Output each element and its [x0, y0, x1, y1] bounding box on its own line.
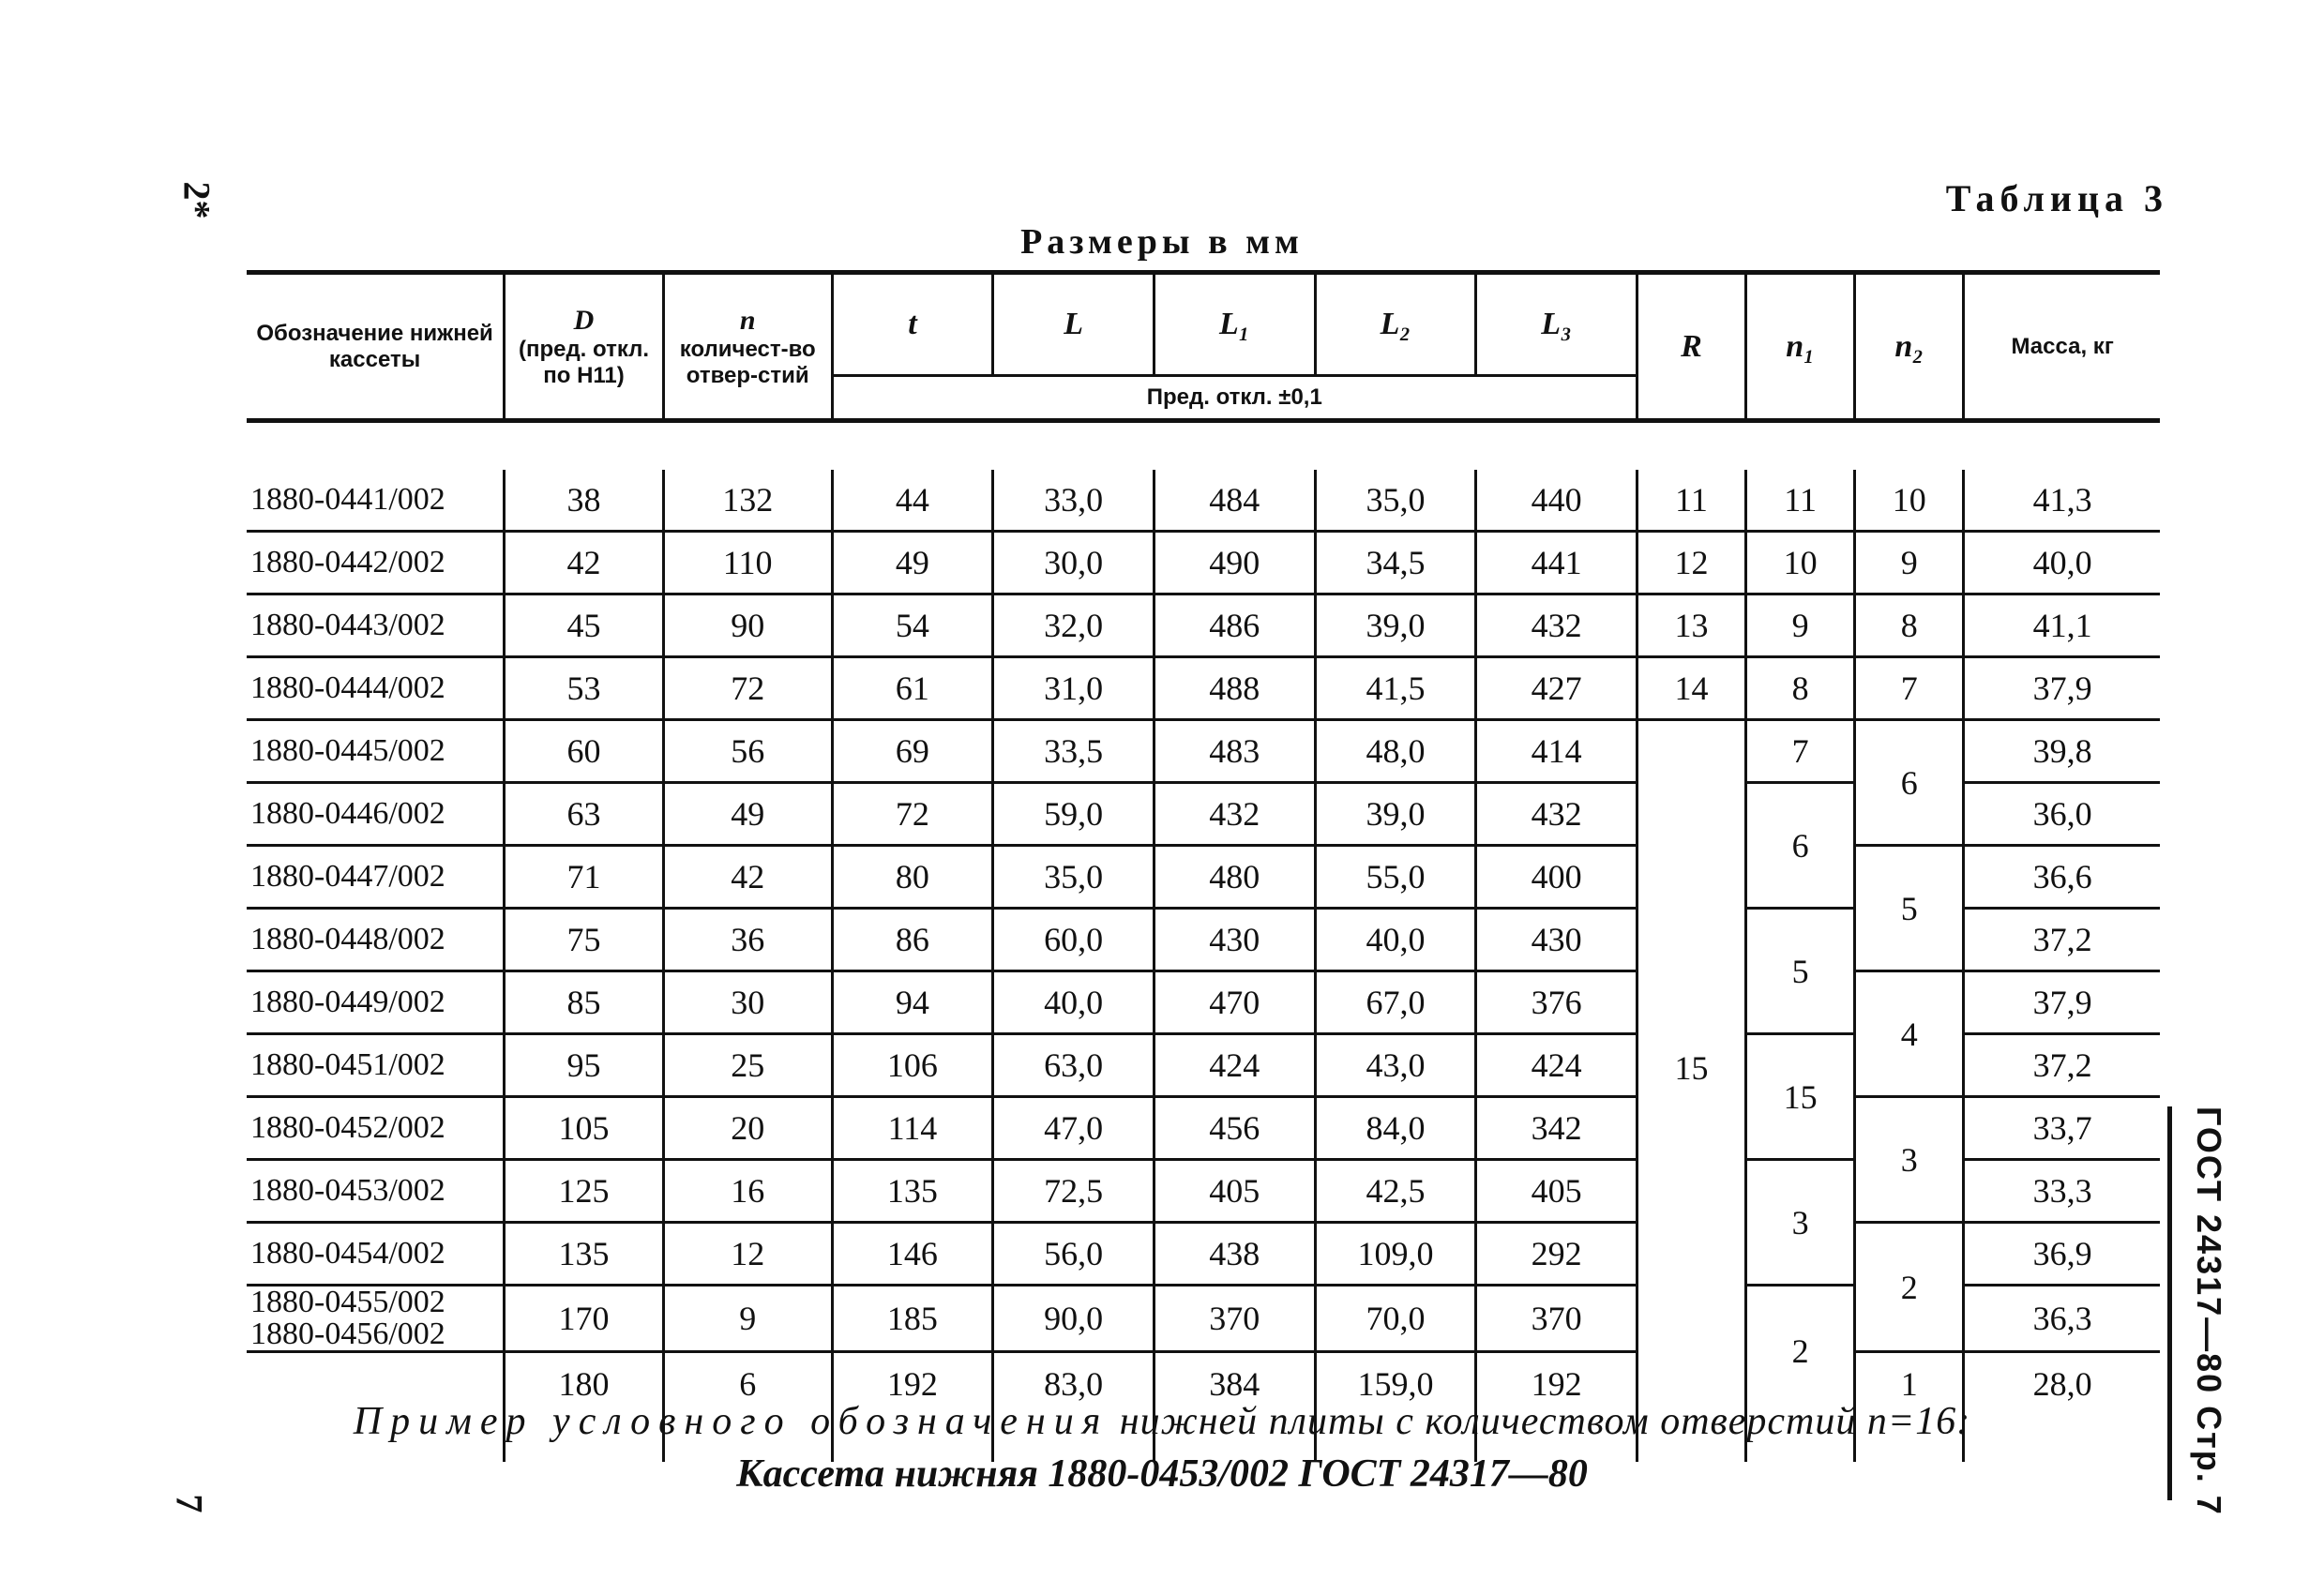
cell-L3: 376: [1476, 971, 1637, 1034]
page-margin-mark-top: 2*: [175, 181, 219, 219]
cell-R-merged: 15: [1637, 720, 1745, 1416]
cell-n1: 9: [1746, 594, 1855, 657]
cell-R: 14: [1637, 657, 1745, 720]
cell-n1-merged: 2: [1746, 1286, 1855, 1416]
cell-L2: 34,5: [1315, 532, 1476, 594]
header-L3: L₃: [1476, 273, 1637, 376]
cell-n2-merged: 3: [1855, 1097, 1964, 1223]
cell-D: 135: [505, 1223, 664, 1286]
cell-t: 69: [832, 720, 993, 783]
header-L1: L₁: [1154, 273, 1315, 376]
cell-D: 45: [505, 594, 664, 657]
table-row: [247, 532, 2160, 594]
cell-t: 192: [832, 1352, 993, 1416]
cell-n: 132: [663, 470, 832, 532]
cell-L1: 484: [1154, 470, 1315, 532]
cell-designation: [247, 1286, 505, 1352]
cell-L1: 438: [1154, 1223, 1315, 1286]
cell-designation: 1880-0446/002: [247, 783, 505, 846]
table-row: [247, 971, 2160, 1034]
cell-L: 30,0: [993, 532, 1154, 594]
cell-n2: 9: [1855, 532, 1964, 594]
cell-L3: 400: [1476, 846, 1637, 909]
cell-L1: 480: [1154, 846, 1315, 909]
cell-L: 33,0: [993, 470, 1154, 532]
cell-n1-merged: 6: [1746, 783, 1855, 909]
cell-R: 12: [1637, 532, 1745, 594]
cell-L3: 432: [1476, 594, 1637, 657]
cell-L1: 430: [1154, 909, 1315, 971]
cell-n: 36: [663, 909, 832, 971]
cell-L: 83,0: [993, 1352, 1154, 1416]
header-L: L: [993, 273, 1154, 376]
cell-L3: 427: [1476, 657, 1637, 720]
cell-L: 32,0: [993, 594, 1154, 657]
cell-L1: 370: [1154, 1286, 1315, 1352]
cell-mass: 37,9: [1964, 657, 2160, 720]
cell-L1: 490: [1154, 532, 1315, 594]
header-hole-count-symbol: n: [739, 304, 756, 336]
cell-L: 33,5: [993, 720, 1154, 783]
cell-n: 12: [663, 1223, 832, 1286]
cell-L3: 405: [1476, 1160, 1637, 1223]
header-diameter-symbol: D: [573, 304, 595, 336]
cell-t: 135: [832, 1160, 993, 1223]
cell-L3: 441: [1476, 532, 1637, 594]
cell-n: 56: [663, 720, 832, 783]
cell-L1: 488: [1154, 657, 1315, 720]
header-hole-count: [663, 273, 832, 421]
cell-designation: 1880-0441/002: [247, 470, 505, 532]
cell-n1: 8: [1746, 657, 1855, 720]
cell-n: 72: [663, 657, 832, 720]
cell-t: 114: [832, 1097, 993, 1160]
cell-L3: 342: [1476, 1097, 1637, 1160]
cell-t: 49: [832, 532, 993, 594]
cell-n: 110: [663, 532, 832, 594]
cell-L: 90,0: [993, 1286, 1154, 1352]
cell-n1: 11: [1746, 470, 1855, 532]
units-caption: Размеры в мм: [1020, 222, 1304, 262]
header-mass: Масса, кг: [1964, 273, 2160, 421]
cell-n: 9: [663, 1286, 832, 1352]
cell-R: 13: [1637, 594, 1745, 657]
cell-L2: 70,0: [1315, 1286, 1476, 1352]
header-t: t: [832, 273, 993, 376]
cell-designation: 1880-0445/002: [247, 720, 505, 783]
cell-L2: 55,0: [1315, 846, 1476, 909]
header-R: R: [1637, 273, 1745, 421]
cell-t: 185: [832, 1286, 993, 1352]
header-designation: Обозначение нижней кассеты: [247, 273, 505, 421]
table-row: [247, 720, 2160, 783]
cell-R: 11: [1637, 470, 1745, 532]
cell-L3: 192: [1476, 1352, 1637, 1416]
cell-designation: 1880-0444/002: [247, 657, 505, 720]
cell-L2: 35,0: [1315, 470, 1476, 532]
cell-designation: 1880-0453/002: [247, 1160, 505, 1223]
cell-L3: 292: [1476, 1223, 1637, 1286]
cell-designation-a: 1880-0455/002: [250, 1285, 445, 1319]
cell-t: 146: [832, 1223, 993, 1286]
cell-designation: 1880-0447/002: [247, 846, 505, 909]
cell-n2: 10: [1855, 470, 1964, 532]
cell-L3: 440: [1476, 470, 1637, 532]
cell-n2: 1: [1855, 1352, 1964, 1416]
cell-mass: 41,3: [1964, 470, 2160, 532]
cell-n: 6: [663, 1352, 832, 1416]
cell-D: 125: [505, 1160, 664, 1223]
cell-L2: 109,0: [1315, 1223, 1476, 1286]
cell-n: 42: [663, 846, 832, 909]
cell-mass: 37,2: [1964, 1034, 2160, 1097]
cell-L: 40,0: [993, 971, 1154, 1034]
cell-n: 49: [663, 783, 832, 846]
cell-t: 72: [832, 783, 993, 846]
cell-L1: 486: [1154, 594, 1315, 657]
cell-mass: 37,9: [1964, 971, 2160, 1034]
cell-L3: 414: [1476, 720, 1637, 783]
cell-mass: 36,6: [1964, 846, 2160, 909]
table-row: [247, 1223, 2160, 1286]
cell-n2-merged: 4: [1855, 971, 1964, 1097]
cell-n1-merged: 15: [1746, 1034, 1855, 1160]
cell-L2: 39,0: [1315, 594, 1476, 657]
cell-L1: 432: [1154, 783, 1315, 846]
cell-t: 94: [832, 971, 993, 1034]
cell-D: 170: [505, 1286, 664, 1352]
cell-n1-merged: 5: [1746, 909, 1855, 1034]
header-n2: n₂: [1855, 273, 1964, 421]
cell-n: 90: [663, 594, 832, 657]
cell-n: 25: [663, 1034, 832, 1097]
cell-t: 86: [832, 909, 993, 971]
cell-designation: 1880-0448/002: [247, 909, 505, 971]
cell-L2: 43,0: [1315, 1034, 1476, 1097]
header-hole-count-desc: количест-во отвер-стий: [679, 337, 816, 388]
cell-designation: 1880-0452/002: [247, 1097, 505, 1160]
cell-t: 80: [832, 846, 993, 909]
cell-mass: 36,0: [1964, 783, 2160, 846]
cell-L: 63,0: [993, 1034, 1154, 1097]
cell-D: 180: [505, 1352, 664, 1416]
cell-L3: 430: [1476, 909, 1637, 971]
cell-t: 106: [832, 1034, 993, 1097]
cell-D: 71: [505, 846, 664, 909]
cell-D: 60: [505, 720, 664, 783]
cell-n1: 7: [1746, 720, 1855, 783]
cell-D: 105: [505, 1097, 664, 1160]
cell-n2: 8: [1855, 594, 1964, 657]
cell-L1: 483: [1154, 720, 1315, 783]
cell-n2-merged: 2: [1855, 1223, 1964, 1352]
header-diameter: [505, 273, 664, 421]
table-row: [247, 1097, 2160, 1160]
cell-mass: 41,1: [1964, 594, 2160, 657]
cell-n2-merged: 6: [1855, 720, 1964, 846]
cell-L2: 159,0: [1315, 1352, 1476, 1416]
table-label: Таблица 3: [1945, 177, 2168, 219]
cell-L: 47,0: [993, 1097, 1154, 1160]
table-row: [247, 470, 2160, 532]
cell-L2: 67,0: [1315, 971, 1476, 1034]
cell-designation: 1880-0454/002: [247, 1223, 505, 1286]
cell-mass: 40,0: [1964, 532, 2160, 594]
cell-L1: 384: [1154, 1352, 1315, 1416]
cassette-dimensions-table: [247, 270, 2160, 1462]
cell-designation: 1880-0449/002: [247, 971, 505, 1034]
cell-designation: 1880-0451/002: [247, 1034, 505, 1097]
cell-L2: 42,5: [1315, 1160, 1476, 1223]
cell-mass: 33,7: [1964, 1097, 2160, 1160]
cell-n1: 10: [1746, 532, 1855, 594]
cell-mass: 28,0: [1964, 1352, 2160, 1416]
header-L2: L₂: [1315, 273, 1476, 376]
table-row: [247, 657, 2160, 720]
cell-t: 44: [832, 470, 993, 532]
cell-mass: 37,2: [1964, 909, 2160, 971]
cell-L: 56,0: [993, 1223, 1154, 1286]
side-standard-label: ГОСТ 24317—80 Стр. 7: [2167, 1106, 2228, 1500]
cell-L: 31,0: [993, 657, 1154, 720]
cell-L2: 39,0: [1315, 783, 1476, 846]
cell-L2: 41,5: [1315, 657, 1476, 720]
cell-mass: 33,3: [1964, 1160, 2160, 1223]
cell-D: 75: [505, 909, 664, 971]
example-lead: Пример условного обозначения: [353, 1400, 1109, 1443]
cell-n: 30: [663, 971, 832, 1034]
page-margin-mark-bottom: 7: [168, 1494, 211, 1513]
cell-L: 59,0: [993, 783, 1154, 846]
header-n1: n₁: [1746, 273, 1855, 421]
header-tolerance: Пред. откл. ±0,1: [832, 376, 1637, 421]
cell-t: 61: [832, 657, 993, 720]
cell-n: 20: [663, 1097, 832, 1160]
table-row: [247, 846, 2160, 909]
cell-D: 95: [505, 1034, 664, 1097]
cell-designation-b: 1880-0456/002: [250, 1317, 445, 1351]
cell-L2: 48,0: [1315, 720, 1476, 783]
cell-n: 16: [663, 1160, 832, 1223]
cell-designation: 1880-0443/002: [247, 594, 505, 657]
cell-D: 85: [505, 971, 664, 1034]
cell-D: 38: [505, 470, 664, 532]
cell-L1: 424: [1154, 1034, 1315, 1097]
cell-n2-merged: 5: [1855, 846, 1964, 971]
cell-mass: 39,8: [1964, 720, 2160, 783]
example-line-1: [0, 1399, 2324, 1444]
cell-L: 35,0: [993, 846, 1154, 909]
cell-L1: 405: [1154, 1160, 1315, 1223]
cell-D: 63: [505, 783, 664, 846]
cell-n1-merged: 3: [1746, 1160, 1855, 1286]
cell-L1: 470: [1154, 971, 1315, 1034]
cell-L2: 40,0: [1315, 909, 1476, 971]
cell-L3: 424: [1476, 1034, 1637, 1097]
table-row: [247, 594, 2160, 657]
header-diameter-desc: (пред. откл. по Н11): [518, 337, 650, 388]
cell-t: 54: [832, 594, 993, 657]
cell-n2: 7: [1855, 657, 1964, 720]
cell-L2: 84,0: [1315, 1097, 1476, 1160]
cell-mass: 36,3: [1964, 1286, 2160, 1352]
cell-L3: 432: [1476, 783, 1637, 846]
cell-L1: 456: [1154, 1097, 1315, 1160]
example-designation: Кассета нижняя 1880-0453/002 ГОСТ 24317—80: [736, 1452, 1588, 1496]
cell-D: 53: [505, 657, 664, 720]
cell-D: 42: [505, 532, 664, 594]
cell-designation: 1880-0442/002: [247, 532, 505, 594]
cell-mass: 36,9: [1964, 1223, 2160, 1286]
cell-L: 72,5: [993, 1160, 1154, 1223]
example-rest: нижней плиты с количеством отверстий n=16:: [1119, 1400, 1971, 1443]
cell-L: 60,0: [993, 909, 1154, 971]
cell-L3: 370: [1476, 1286, 1637, 1352]
